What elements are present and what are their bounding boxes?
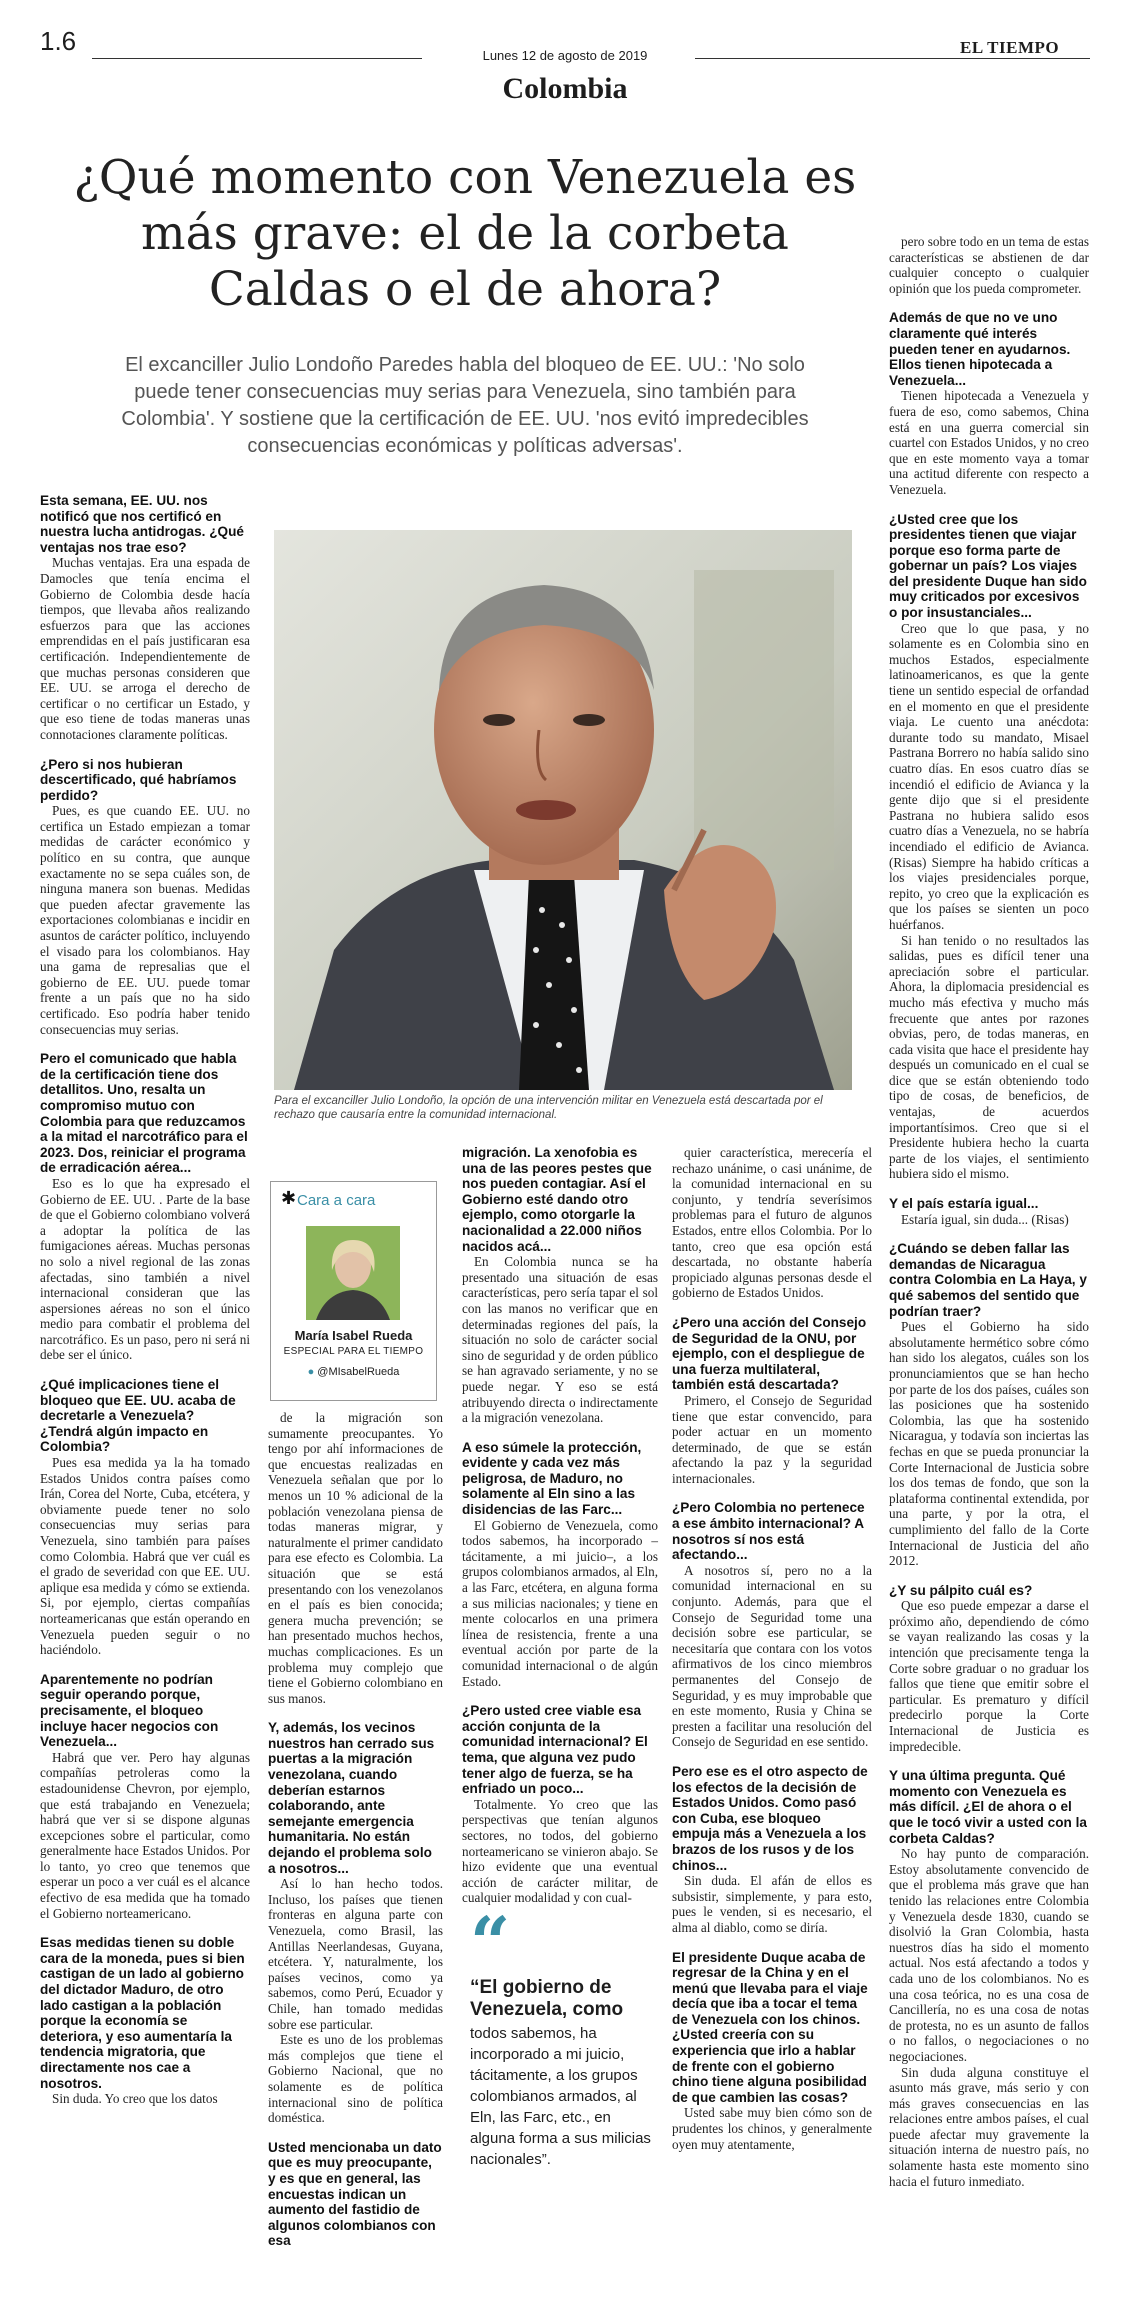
section-title: Colombia: [502, 72, 628, 105]
interview-answer: Así lo han hecho todos. Incluso, los países que tienen fronteras en alguna parte con Venezuela, como Brasil, las Antillas Neerlandesas, Guyana, etcétera. Y, naturalmente, los países vecinos, como ya sabemos, como Perú, Ecuador y Chile, han tomado medidas sobre ese particular.: [268, 1876, 443, 2032]
quote-mark-icon: “: [470, 1901, 511, 1984]
interview-answer: Si han tenido o no resultados las salidas, pues es difícil tener una apreciación sobre el particular. Ahora, la diplomacia presidencial es mucho más efectiva y mucho más frecuente que antes por razones obvias, pero, de todas maneras, en cada visita que hace el presidente hay después un comunicado en el cual se dice que se están obteniendo todo tipo de cosas, de beneficios, de ventajas, de acuerdos importantísimos. Creo que si el Presidente hubiera hecho la cuarta parte de los viajes, el sentimiento hubiera sido el mismo.: [889, 932, 1089, 1182]
interview-question: A eso súmele la protección, evidente y cada vez más peligrosa, de Maduro, no solamente al Eln sino a las disidencias de las Farc...: [462, 1439, 642, 1518]
pull-quote: [470, 1901, 660, 2170]
headline: ¿Qué momento con Venezuela es más grave: el de la corbeta Caldas o el de ahora?: [73, 150, 857, 317]
interview-answer: Eso es lo que ha expresado el Gobierno de EE. UU. . Parte de la base de que el Gobierno colombiano volverá a adoptar la política de las fumigaciones aéreas. Muchas personas no solo a nivel regional de las zonas afectadas, sino también a nivel internacional consideran que las aspersiones aéreas no son el único medio para combatir el problema del narcotráfico. Es un paso, pero ni será ni debe ser el único.: [40, 1175, 250, 1363]
author-role: ESPECIAL PARA EL TIEMPO: [283, 1346, 424, 1357]
interview-answer: Estaría igual, sin duda... (Risas): [901, 1211, 1069, 1227]
interview-answer: Tienen hipotecada a Venezuela y fuera de eso, como sabemos, China está en una guerra comercial sin cuartel con Estados Unidos, y no creo que en este momento vaya a tomar una actitud diferente con respecto a Venezuela.: [889, 388, 1089, 497]
interview-answer: Sin duda alguna constituye el asunto más grave, más serio y con más graves consecuencias en las relaciones entre ambos países, el cual puede afectar muy gravemente la situación interna de nuestro país, no solamente hasta este momento sino hacia el futuro inmediato.: [889, 2064, 1089, 2189]
twitter-icon: ●: [307, 1366, 315, 1378]
interview-answer: Sin duda. Yo creo que los datos: [52, 2091, 218, 2107]
interview-answer: de la migración son sumamente preocupantes. Yo tengo por ahí informaciones de que encuestas realizadas en Venezuela señalan que por lo menos un 10 % adicional de la población venezolana piensa de todas maneras migrar, y naturalmente el primer candidato para ese efecto es Colombia. La situación que se está presentando con los venezolanos en el país es bien conocida; genera mucha prevención; se han presentado muchos hechos, muchas complicaciones. Es un problema muy complejo que tiene el Gobierno colombiano en sus manos.: [268, 1410, 443, 1706]
interview-answer: pero sobre todo en un tema de estas características se abstienen de dar cualquier concepto o cualquier opinión que los pueda comprometer.: [889, 234, 1089, 296]
interview-answer: Este es uno de los problemas más complejos que tiene el Gobierno Nacional, que no solamente es de política internacional sino de política doméstica.: [268, 2032, 443, 2126]
dek: El excanciller Julio Londoño Paredes habla del bloqueo de EE. UU.: 'No solo puede tener consecuencias muy serias para Venezuela, sino también para Colombia'. Y sostiene que la certificación de EE. UU. 'nos evitó impredecibles consecuencias económicas y políticas adversas'.: [121, 354, 809, 457]
interview-question: Aparentemente no podrían seguir operando porque, precisamente, el bloqueo incluye hacer negocios con Venezuela...: [40, 1671, 219, 1750]
byline-box-title: Cara a cara: [297, 1192, 376, 1209]
portrait-photo: [274, 530, 852, 1090]
interview-answer: A nosotros sí, pero no a la comunidad internacional en su conjunto. Además, para que el Consejo de Seguridad tome una decisión sobre ese particular, se necesitaría que contara con los votos afirmativos de los cinco miembros permanentes del Consejo de Seguridad, y es muy improbable que en este momento, Rusia y China se presten a facilitar una resolución del Consejo de Seguridad en ese sentido.: [672, 1562, 872, 1750]
pull-quote-lead: “El gobierno de Venezuela, como: [470, 1977, 624, 2020]
author-handle: [271, 1366, 436, 1378]
interview-answer: quier característica, merecería el rechazo unánime, o casi unánime, de la comunidad internacional en su conjunto, y tendría severísimos problemas para el futuro de algunos Estados, entre ellos Colombia. Por lo tanto, creo que esa opción está descartada, no obstante habería propiciado algunas personas desde el gobierno de Estados Unidos.: [672, 1145, 872, 1301]
interview-question: Esta semana, EE. UU. nos notificó que nos certificó en nuestra lucha antidrogas. ¿Qué ventajas nos trae eso?: [40, 493, 244, 555]
interview-question: Y una última pregunta. Qué momento con Venezuela es más difícil. ¿El de ahora o el que le tocó vivir a usted con la corbeta Caldas?: [889, 1768, 1087, 1846]
interview-question: Y el país estaría igual...: [889, 1196, 1039, 1212]
interview-answer: Que eso puede empezar a darse el próximo año, dependiendo de cómo se vayan realizando las cosas y la intención que precisamente tenga la Corte sobre graduar o no graduar los fallos que tiene que emitir sobre el particular. Es prematuro y difícil predecirlo porque la Corte Internacional de Justicia es impredecible.: [889, 1598, 1089, 1754]
interview-answer: Usted sabe muy bien cómo son de prudentes los chinos, y generalmente oyen muy atentamente,: [672, 2105, 872, 2152]
column-2: [268, 1410, 443, 2249]
interview-question: ¿Y su pálpito cuál es?: [889, 1582, 1033, 1598]
date-line: Lunes 12 de agosto de 2019: [482, 48, 648, 63]
interview-answer: Habrá que ver. Pero hay algunas compañías petroleras como la estadounidense Chevron, por ejemplo, que está trabajando en Venezuela; habrá que ver si se dispone algunas excepciones sobre el particular, como generalmente hace Estados Unidos. Por lo tanto, yo creo que tenemos que esperar un poco a ver cuál es el alcance efectivo de esa medida que ha tomado el Gobierno norteamericano.: [40, 1749, 250, 1921]
interview-answer: No hay punto de comparación. Estoy absolutamente convencido de que el problema más grave que han tenido las relaciones entre Colombia y Venezuela desde 1830, cuando se disolvió la Gran Colombia, hasta nuestros días ha sido el momento actual. Nos está afectando a todos y cada uno de los colombianos. No es una cosa teórica, no es una cosa de Cancillería, no es una cosa de notas de protesta, no es un asunto de fallos o no fallos, o negociaciones o no negociaciones.: [889, 1846, 1089, 2064]
masthead: EL TIEMPO: [960, 38, 1060, 57]
interview-answer: Sin duda. El afán de ellos es subsistir, simplemente, y para esto, pues le venden, si es necesario, el alma al diablo, como se diría.: [672, 1873, 872, 1935]
page-number: 1.6: [40, 26, 77, 56]
interview-question: migración. La xenofobia es una de las peores pestes que nos pueden contagiar. Así el Gobierno esté dando otro ejemplo, como otorgarle la nacionalidad a 22.000 niños nacidos acá...: [462, 1145, 652, 1254]
author-handle-text: @MIsabelRueda: [317, 1366, 400, 1378]
header-rule-left: [92, 58, 422, 59]
interview-answer: Pues, es que cuando EE. UU. no certifica un Estado empiezan a tomar medidas de carácter económico y político en su contra, que aunque exactamente no se sepa cuáles son, de ninguna manera son buenas. Medidas que pueden afectar gravemente las exportaciones colombianas e incidir en asuntos de carácter político, incluyendo el visado para los colombianos. Hay una gama de represalias que el gobierno de EE. UU. puede tomar frente a un país que no ha sido certificado. Eso podría haber tenido consecuencias muy serias.: [40, 803, 250, 1037]
interview-question: ¿Pero una acción del Consejo de Seguridad de la ONU, por ejemplo, con el despliegue de una fuerza multilateral, también está descartada?: [672, 1314, 867, 1393]
interview-question: ¿Cuándo se deben fallar las demandas de Nicaragua contra Colombia en La Haya, y qué sabemos del sentido que podrían traer?: [889, 1241, 1087, 1319]
interview-question: ¿Pero si nos hubieran descertificado, qué habríamos perdido?: [40, 756, 237, 803]
interview-question: Pero ese es el otro aspecto de los efectos de la decisión de Estados Unidos. Como pasó con Cuba, ese bloqueo empuja más a Venezuela a los brazos de los rusos y de los chinos...: [672, 1763, 868, 1873]
interview-answer: Creo que lo que pasa, y no solamente es en Colombia sino en muchos Estados, especialmente latinoamericanos, es que la gente tiene un sentido especial de orfandad en el momento en que el presidente viaja. Le cuento una anécdota: durante todo su mandato, Misael Pastrana Borrero no había salido sino cuatro días. En esos cuatro días se incendió el edificio de Avianca y la gente dijo que si el presidente Pastrana no hubiera salido esos cuatro días a Venezuela, no se habría incendiado el edificio de Avianca. (Risas) Siempre ha habido críticas a los viajes presidenciales porque, repito, yo creo que la explicación es que los países se sienten un poco huérfanos.: [889, 620, 1089, 932]
author-illustration: [306, 1226, 400, 1320]
header-rule-right: [695, 58, 1090, 59]
interview-answer: Pues el Gobierno ha sido absolutamente hermético sobre cómo han sido los alegatos, cuáles son los pronunciamientos que se han hecho por parte de los dos países, cuáles son las posiciones que ha sostenido Colombia, las que ha sostenido Nicaragua, y todavía son inciertas las fechas en que se pueda pronunciar la Corte Internacional de Justicia sobre los dos temas de fondo, que son la plataforma continental extendida, por una parte, y por la otra, el cumplimiento del fallo de la Corte Internacional de Justicia del año 2012.: [889, 1319, 1089, 1569]
column-5: [889, 234, 1089, 2189]
author-avatar: [306, 1226, 400, 1320]
interview-answer: El Gobierno de Venezuela, como todos sabemos, ha incorporado –tácitamente, a mi juicio–, a los grupos colombianos armados, al Eln, a las Farc, etcétera, en alguna forma a sus milicias nacionales; y tiene en mente colocarlos en una primera línea de resistencia, frente a una eventual acción por parte de la comunidad internacional o de algún Estado.: [462, 1517, 658, 1689]
interview-question: ¿Usted cree que los presidentes tienen que viajar porque eso forma parte de gobernar un país? Los viajes del presidente Duque han sido muy criticados por excesivos o por insustanciales...: [889, 511, 1087, 621]
interview-answer: Muchas ventajas. Era una espada de Damocles que tenía encima el Gobierno de Colombia desde hacía tiempos, que llevaba años realizando esfuerzos para que las acciones emprendidas en el país justificaran esa certificación. Independientemente de que muchas personas consideren que EE. UU. se arroga el derecho de certificar o no certificar un Estado, y que eso tiene de todas maneras unas connotaciones claramente políticas.: [40, 555, 250, 742]
interview-question: ¿Pero Colombia no pertenece a ese ámbito internacional? A nosotros sí nos está afectando...: [672, 1500, 865, 1563]
interview-answer: Primero, el Consejo de Seguridad tiene que estar convencido, para poder actuar en un momento determinado, de que se están afectando la paz y la seguridad internacionales.: [672, 1392, 872, 1486]
interview-question: El presidente Duque acaba de regresar de la China y en el menú que llevaba para el viaje decía que iba a tocar el tema de Venezuela con los chinos. ¿Usted creería con su experiencia que irlo a hablar de frente con el gobierno chino tiene alguna posibilidad de que cambien las cosas?: [672, 1949, 868, 2105]
column-4: [672, 1145, 872, 2152]
asterisk-icon: ✱: [281, 1188, 297, 1209]
interview-question: Usted mencionaba un dato que es muy preocupante, y es que en general, las encuestas indican un aumento del fastidio de algunos colombianos con esa: [268, 2139, 442, 2249]
author-name: María Isabel Rueda: [294, 1328, 413, 1343]
byline-box: [270, 1181, 437, 1401]
interview-answer: En Colombia nunca se ha presentado una situación de esas características, pero sería tapar el sol con las manos no verificar que en determinadas regiones del país, la situación no solo de carácter social sino de seguridad y de orden público se han agravado seriamente, y no se puede negar. Y eso se está atribuyendo directa o indirectamente a la migración venezolana.: [462, 1254, 658, 1426]
interview-answer: Totalmente. Yo creo que las perspectivas que tenían algunos sectores, no todos, del gobierno norteamericano se vinieron abajo. Se hizo evidente que una eventual acción de carácter militar, de cualquier modalidad y con cual-: [462, 1796, 658, 1906]
column-3: [462, 1145, 658, 1905]
portrait-illustration: [274, 530, 852, 1090]
interview-question: ¿Pero usted cree viable esa acción conjunta de la comunidad internacional? El tema, que alguna vez pudo tener algo de fuerza, se ha enfriado un poco...: [462, 1703, 648, 1797]
interview-question: Y, además, los vecinos nuestros han cerrado sus puertas a la migración venezolana, cuando deberían estarnos colaborando, ante semejante emergencia humanitaria. No están dejando el problema solo a nosotros...: [268, 1720, 435, 1876]
interview-question: Además de que no ve uno claramente qué interés pueden tener en ayudarnos. Ellos tienen hipotecada a Venezuela...: [889, 310, 1071, 388]
pull-quote-rest: todos sabemos, ha incorporado a mi juicio, tácitamente, a los grupos colombianos armados, al Eln, las Farc, etc., en alguna forma a sus milicias nacionales”.: [470, 2025, 651, 2168]
interview-question: ¿Qué implicaciones tiene el bloqueo que EE. UU. acaba de decretarle a Venezuela? ¿Tendrá algún impacto en Colombia?: [40, 1377, 236, 1455]
photo-caption: Para el excanciller Julio Londoño, la opción de una intervención militar en Venezuela está descartada por el rechazo que causaría entre la comunidad internacional.: [274, 1095, 823, 1121]
interview-answer: Pues esa medida ya la ha tomado Estados Unidos contra países como Irán, Corea del Norte, Cuba, etcétera, y obviamente puede tener no solo consecuencias muy serias para Venezuela, sino también para países como Colombia. Habrá que ver cuál es el grado de severidad con que EE. UU. aplique esa medida y cómo se extienda. Si, por ejemplo, ciertas compañías norteamericanas que están operando en Venezuela pueden seguir o no haciéndolo.: [40, 1455, 250, 1658]
interview-question: Esas medidas tienen su doble cara de la moneda, pues si bien castigan de un lado al gobierno del dictador Maduro, de otro lado castigan a la población porque la economía se deteriora, y eso aumentaría la tendencia migratoria, que directamente nos cae a nosotros.: [40, 1935, 245, 2091]
interview-question: Pero el comunicado que habla de la certificación tiene dos detallitos. Uno, resalta un compromiso mutuo con Colombia para que reduzcamos a la mitad el narcotráfico para el 2023. Dos, reiniciar el programa de erradicación aérea...: [40, 1051, 248, 1176]
column-1: [40, 493, 250, 2107]
